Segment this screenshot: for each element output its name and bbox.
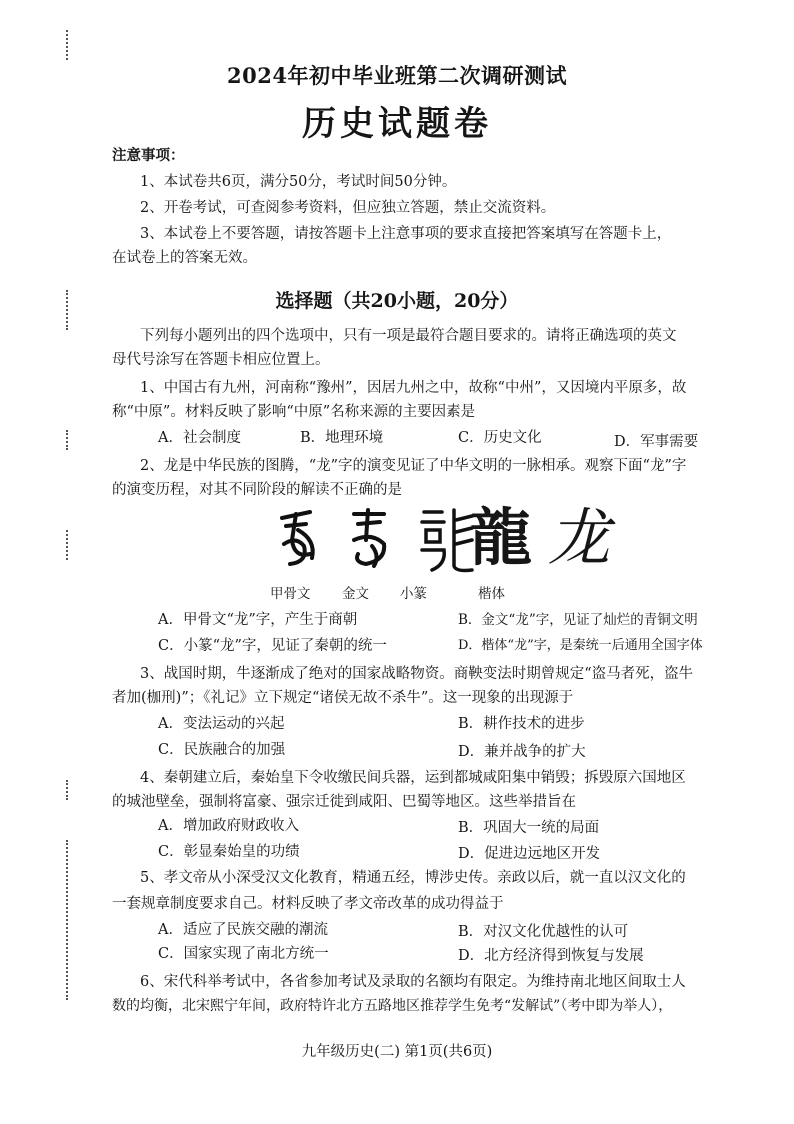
option: A．增加政府财政收入 [158,818,299,834]
section-instruction: 母代号涂写在答题卡相应位置上。 [112,352,330,368]
question-stem: 1、中国古有九州，河南称“豫州”，因居九州之中，故称“中州”，又因境内平原多，故 [140,380,687,396]
question-stem: 5、孝文帝从小深受汉文化教育，精通五经，博涉史传。亲政以后，就一直以汉文化的 [140,870,686,886]
option: B．对汉文化优越性的认可 [458,924,629,940]
option: D．北方经济得到恢复与发展 [458,948,644,964]
notice-heading: 注意事项： [112,147,185,164]
notice-item: 2、开卷考试，可查阅参考资料，但应独立答题，禁止交流资料。 [140,200,556,216]
option: C．国家实现了南北方统一 [158,946,329,962]
option: C．历史文化 [458,430,542,446]
oracle-bone-dragon-glyph [282,512,313,564]
section-title: 选择题（共20小题，20分） [275,290,519,312]
subject-title: 历史试题卷 [302,104,492,144]
notice-item: 3、本试卷上不要答题，请按答题卡上注意事项的要求直接把答案填写在答题卡上， [140,226,672,242]
binding-margin-dots [66,30,71,60]
question-stem: 称“中原”。材料反映了影响“中原”名称来源的主要因素是 [112,404,476,420]
option: B．巩固大一统的局面 [458,820,600,836]
option: A．甲骨文“龙”字，产生于商朝 [158,612,358,628]
option: C．彰显秦始皇的功绩 [158,844,300,860]
section-instruction: 下列每小题列出的四个选项中，只有一项是最符合题目要求的。请将正确选项的英文 [140,328,677,344]
question-stem: 的城池壁垒，强制将富豪、强宗迁徙到咸阳、巴蜀等地区。这些举措旨在 [112,794,576,810]
option: D．军事需要 [614,434,699,450]
question-stem: 一套规章制度要求自己。材料反映了孝文帝改革的成功得益于 [112,896,504,912]
question-stem: 者加(枷刑)”；《礼记》立下规定“诸侯无故不杀牛”。这一现象的出现源于 [112,690,574,706]
option: C．民族融合的加强 [158,742,286,758]
binding-margin-dots [66,840,71,1000]
option: D．促进边远地区开发 [458,846,601,862]
option: D．楷体“龙”字，是秦统一后通用全国字体 [458,638,703,653]
question-stem: 6、宋代科举考试中，各省参加考试及录取的名额均有限定。为维持南北地区间取士人 [140,974,686,990]
option: A．适应了民族交融的潮流 [158,922,328,938]
question-stem: 3、战国时期，牛逐渐成了绝对的国家战略物资。商鞅变法时期曾规定“盗马者死，盗牛 [140,666,694,682]
question-stem: 数的均衡，北宋熙宁年间，政府特许北方五路地区推荐学生免考“发解试”（考中即为举人）， [112,998,673,1014]
glyph-label: 甲骨文 [270,586,311,602]
option: A．社会制度 [158,430,241,446]
binding-margin-dots [66,430,71,450]
notice-item: 在试卷上的答案无效。 [112,250,257,266]
exam-title: 2024年初中毕业班第二次调研测试 [227,63,567,88]
option: C．小篆“龙”字，见证了秦朝的统一 [158,638,387,654]
binding-margin-dots [66,530,71,560]
binding-margin-dots [66,780,71,800]
bronze-dragon-glyph [354,510,384,566]
notice-item: 1、本试卷共6页，满分50分，考试时间50分钟。 [140,174,457,190]
page-footer: 九年级历史(二) 第1页(共6页) [301,1044,493,1060]
option: B．地理环境 [300,430,384,446]
option: B．金文“龙”字，见证了灿烂的青铜文明 [458,612,698,628]
glyph-label: 金文 [342,586,369,602]
option: B．耕作技术的进步 [458,716,585,732]
seal-script-dragon-glyph [422,510,472,571]
question-stem: 的演变历程，对其不同阶段的解读不正确的是 [112,482,402,498]
glyph-label: 楷体 [478,586,505,602]
question-stem: 2、龙是中华民族的图腾，“龙”字的演变见证了中华文明的一脉相承。观察下面“龙”字 [140,458,687,474]
simplified-dragon-glyph: 龙 [548,501,611,574]
regular-script-traditional-dragon-glyph: 龍 [470,501,533,574]
question-stem: 4、秦朝建立后，秦始皇下令收缴民间兵器，运到都城咸阳集中销毁；拆毁原六国地区 [140,770,686,786]
option: D．兼并战争的扩大 [458,744,586,760]
option: A．变法运动的兴起 [158,716,285,732]
glyph-label: 小篆 [400,586,427,602]
